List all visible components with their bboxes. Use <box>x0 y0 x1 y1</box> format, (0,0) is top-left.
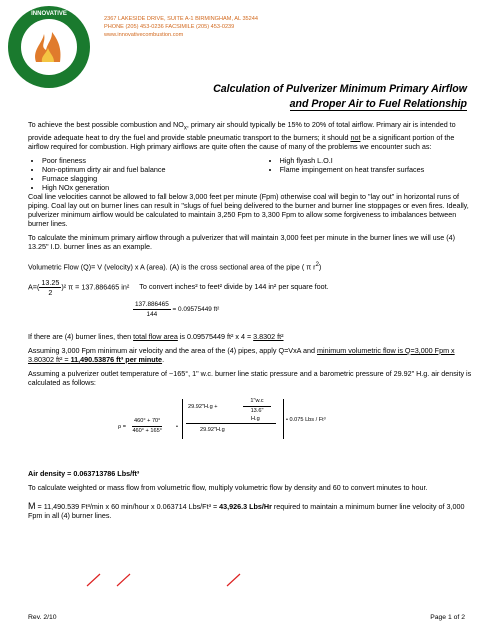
company-address-block <box>104 15 258 39</box>
mass-flow-equation: M = 11,490.539 Ft³/min x 60 min/hour x 0.063714 Lbs/Ft³ = 43,926.3 Lbs/Hr required to maintain a minimum burner line velocity of 3,000 Fpm in all (4) burner lines. <box>28 500 465 520</box>
title-line-1: Calculation of Pulverizer Minimum Primary Airflow <box>213 83 467 95</box>
list-item: • High NOx generation <box>42 183 266 192</box>
area-equation: A=( $\frac{13.25}{2}$ )² π = 137.886465 in² To convert inches² to feet² divide by 144 in² per square foot. <box>28 277 329 297</box>
svg-text:INNOVATIVE: INNOVATIVE <box>31 11 67 17</box>
velocity-paragraph: Coal line velocities cannot be allowed to fall below 3,000 feet per minute (Fpm) otherwise coal will begin to "lay out" in horizontal runs of piping. Coal lay out on burner lines can result in "slugs of fuel being delivered to the burner and burner line stoppages or even fires. Ideally, pulverizer minimum airflow would be calculated to maintain 3,250 Fpm to 3,300 Fpm to allow some forgiveness to imbalances between burner lines. <box>28 192 469 229</box>
density-assumption-paragraph: Assuming a pulverizer outlet temperature of ~165°, 1" w.c. burner line static pressure and a barometric pressure of 29.92" H.g. air density is calculated as follows: <box>28 368 472 387</box>
problem-list <box>28 156 474 192</box>
title-line-2: and Proper Air to Fuel Relationship <box>289 98 467 110</box>
cancel-mark <box>87 574 100 586</box>
cancel-mark <box>227 574 240 586</box>
volumetric-flow-line: Volumetric Flow (Q)= V (velocity) x A (area). (A) is the cross sectional area of the pipe ( π $r^2$) <box>28 262 322 272</box>
intro-paragraph: To achieve the best possible combustion and $NO_x$, primary air should typically be 15% to 20% of total airflow. Primary air is intended to provide adequate heat to dry the fuel and provide stable pneumatic transport to the burners; it should not be a significant portion of the airflow required for combustion. High primary airflows are quite often the cause of many of the problems we encounter such as: <box>28 120 456 152</box>
revision-label: Rev. 2/10 <box>28 614 57 621</box>
problem-list-left <box>28 156 266 192</box>
cancel-mark <box>117 574 130 586</box>
phone-line: PHONE (205) 453-0236 FACSIMILE (205) 453-0239 <box>104 24 235 30</box>
conversion-note: To convert inches² to feet² divide by 144 in² per square foot. <box>139 282 329 292</box>
list-item: • Non-optimum dirty air and fuel balance <box>42 165 266 174</box>
list-item: • Poor fineness <box>42 156 266 165</box>
document-title <box>213 82 467 112</box>
air-density-result: Air density = 0.063713786 Lbs/ft³ <box>28 468 140 478</box>
area-denominator: 2 <box>48 287 53 297</box>
list-item: • High flyash L.O.I <box>280 156 474 165</box>
area-conversion-equation: $\frac{137.886465}{144}$ = 0.09575449 ft² <box>135 300 220 318</box>
total-area-paragraph: If there are (4) burner lines, then total flow area is 0.09575449 ft² x 4 = 3.8302 ft² <box>28 331 284 341</box>
address-line: 2367 LAKESIDE DRIVE, SUITE A-1 BIRMINGHAM, AL 35244 <box>104 16 258 22</box>
list-item: • Furnace slagging <box>42 174 266 183</box>
page-number: Page 1 of 2 <box>430 614 465 621</box>
document-body <box>28 120 474 525</box>
density-equation: ρ = $\frac{460^\circ + 70^\circ}{460^\circ + 165^\circ}$ • 29.92"H.g + $\frac{1"w.c}{13.6"}$ H.g 29.92"H.g • 0.075 Lbs / Ft³ <box>28 393 474 463</box>
example-paragraph: To calculate the minimum primary airflow through a pulverizer that will maintain 3,000 feet per minute in the burner lines we will use (4) 13.25" I.D. burner lines as an example. <box>28 233 456 252</box>
website-link[interactable]: www.innovativecombustion.com <box>104 32 184 38</box>
company-logo <box>6 4 92 90</box>
min-flow-paragraph: Assuming 3,000 Fpm minimum air velocity and the area of the (4) pipes, apply Q=VxA and minimum volumetric flow is Q=3,000 Fpm x 3.80302 ft² = 11,490.53876 ft³ per minute. <box>28 345 455 364</box>
list-item: • Flame impingement on heat transfer surfaces <box>280 165 474 174</box>
problem-list-right <box>266 156 474 192</box>
area-numerator: 13.25 <box>41 277 60 287</box>
mass-flow-paragraph: To calculate weighted or mass flow from volumetric flow, multiply volumetric flow by density and 60 to convert minutes to hour. <box>28 482 428 492</box>
